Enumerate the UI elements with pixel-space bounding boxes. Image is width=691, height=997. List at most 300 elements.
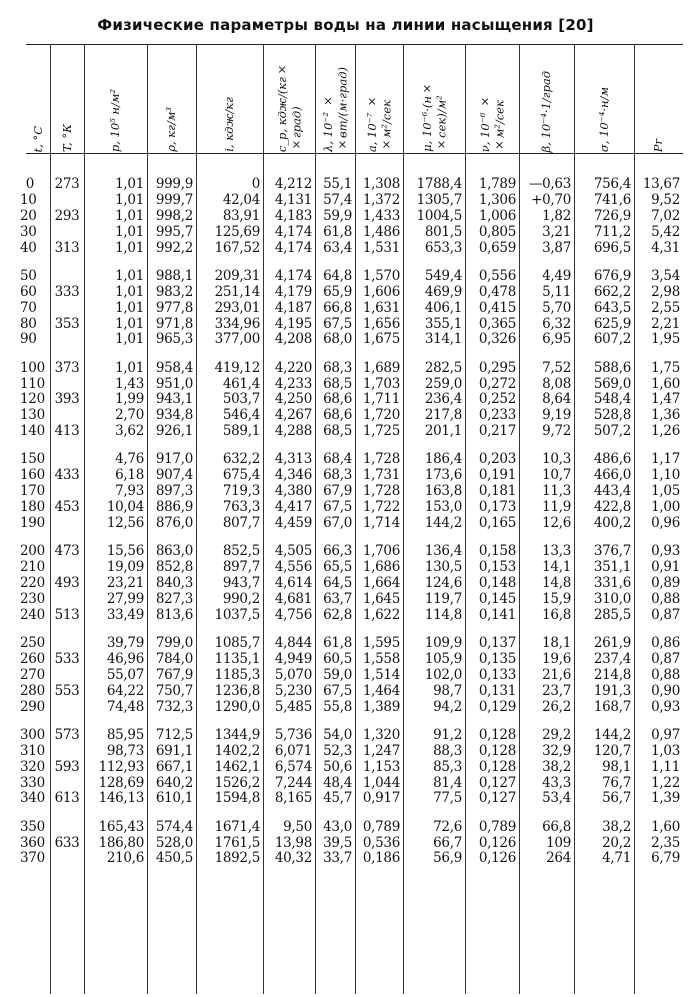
table-cell xyxy=(50,377,84,392)
table-cell: 1,01 xyxy=(115,331,144,348)
table-cell: 3,62 xyxy=(115,423,144,440)
table-cell: 105,9 xyxy=(424,650,462,667)
table-cell: 39,79 xyxy=(106,635,144,651)
table-cell: 493 xyxy=(54,575,80,591)
table-cell: 4,681 xyxy=(274,590,312,607)
table-cell: 310,0 xyxy=(593,590,631,607)
table-cell: +0,70 xyxy=(531,191,571,208)
table-cell: 1,789 xyxy=(478,176,516,192)
table-cell: 19,6 xyxy=(542,650,571,667)
table-cell: 0,135 xyxy=(478,650,516,667)
column-header xyxy=(84,50,147,152)
table-cell: 1,731 xyxy=(362,467,400,484)
table-cell: 48,4 xyxy=(323,774,352,791)
table-cell: 0,659 xyxy=(478,239,516,256)
column-header-label: Pr xyxy=(651,138,666,152)
table-cell: 13,3 xyxy=(542,543,571,560)
table-cell: 840,3 xyxy=(155,575,193,591)
table-cell: 6,32 xyxy=(542,315,571,332)
table-cell: 0,90 xyxy=(651,682,680,699)
table-cell: 0,91 xyxy=(651,559,680,576)
table-cell: —0,63 xyxy=(528,176,571,192)
table-cell: 0,365 xyxy=(478,315,516,332)
table-cell: 68,4 xyxy=(323,451,352,468)
table-cell: 68,5 xyxy=(323,375,352,392)
table-cell: 6,18 xyxy=(115,467,144,484)
table-cell: 180 xyxy=(20,499,45,516)
table-cell: 0,93 xyxy=(651,698,680,715)
table-cell: 6,574 xyxy=(274,758,312,775)
table-cell: 1,01 xyxy=(115,267,144,284)
table-cell xyxy=(50,269,84,284)
table-cell: 3,21 xyxy=(542,223,571,240)
table-cell: 168,7 xyxy=(593,698,631,715)
table-cell: 23,21 xyxy=(106,575,144,591)
table-cell: 64,22 xyxy=(106,682,144,699)
table-cell: 0,131 xyxy=(478,682,516,699)
table-cell: 91,2 xyxy=(433,726,462,743)
table-cell: 40 xyxy=(20,239,37,256)
table-cell: 50,6 xyxy=(323,758,352,775)
table-cell: 5,42 xyxy=(651,223,680,240)
column-header xyxy=(519,50,574,152)
table-cell: 38,2 xyxy=(602,818,631,835)
table-cell: 191,3 xyxy=(593,682,631,699)
table-cell: 150 xyxy=(20,451,45,468)
table-cell: 886,9 xyxy=(155,499,193,516)
table-cell: 5,485 xyxy=(274,698,312,715)
table-cell: 1,01 xyxy=(115,239,144,256)
table-cell: 236,4 xyxy=(424,391,462,408)
table-cell: 98,73 xyxy=(106,742,144,759)
table-cell: 653,3 xyxy=(424,239,462,256)
column-header xyxy=(196,50,263,152)
table-cell: 732,3 xyxy=(155,698,193,715)
table-cell: 170 xyxy=(20,483,45,500)
table-cell: 85,3 xyxy=(433,758,462,775)
table-cell: 110 xyxy=(20,375,45,392)
table-cell xyxy=(50,668,84,683)
table-cell: 46,96 xyxy=(106,650,144,667)
table-cell: 406,1 xyxy=(424,299,462,316)
table-cell: 0,93 xyxy=(651,543,680,560)
table-cell: 1,711 xyxy=(362,391,400,408)
table-cell: 112,93 xyxy=(98,758,144,775)
table-cell: 0,133 xyxy=(478,666,516,683)
column-header xyxy=(403,50,465,152)
table-cell: 261,9 xyxy=(593,635,631,651)
table-cell: 320 xyxy=(20,758,45,775)
table-cell: 750,7 xyxy=(155,682,193,699)
table-cell: 65,5 xyxy=(323,559,352,576)
table-cell: 1,60 xyxy=(651,375,680,392)
table-cell: 1,622 xyxy=(362,606,400,623)
table-cell: 98,7 xyxy=(433,682,462,699)
table-cell: 593 xyxy=(54,758,80,775)
table-cell xyxy=(50,408,84,423)
table-cell: 0,129 xyxy=(478,698,516,715)
table-cell: 200 xyxy=(20,543,45,560)
table-cell: 422,8 xyxy=(593,499,631,516)
table-cell: 1185,3 xyxy=(214,666,260,683)
table-cell: 0,145 xyxy=(478,590,516,607)
table-cell: 675,4 xyxy=(222,467,260,484)
table-cell: 77,5 xyxy=(433,790,462,807)
table-cell: 4,556 xyxy=(274,559,312,576)
table-cell: 4,844 xyxy=(274,635,312,651)
table-cell: 799,0 xyxy=(155,635,193,651)
table-cell: 863,0 xyxy=(155,543,193,560)
table-cell: 29,2 xyxy=(542,726,571,743)
table-cell: 433 xyxy=(54,467,80,484)
table-cell: 144,2 xyxy=(593,726,631,743)
table-title: Физические параметры воды на линии насыщения [20] xyxy=(97,16,594,34)
column-header-label: c_p, кдж/(кг× ×град) xyxy=(274,62,303,152)
table-cell: 85,95 xyxy=(106,726,144,743)
table-cell: 1,308 xyxy=(362,176,400,192)
table-cell: 513 xyxy=(54,606,80,623)
table-cell: 413 xyxy=(54,423,80,440)
table-cell: 43,3 xyxy=(542,774,571,791)
table-cell: 68,3 xyxy=(323,467,352,484)
table-cell: 5,11 xyxy=(542,283,571,300)
table-cell: 0,153 xyxy=(478,559,516,576)
table-cell: 74,48 xyxy=(106,698,144,715)
table-cell: 1,389 xyxy=(362,698,400,715)
table-cell: 130,5 xyxy=(424,559,462,576)
table-cell: 0,128 xyxy=(478,726,516,743)
table-cell: 943,7 xyxy=(222,575,260,591)
table-cell: 33,7 xyxy=(323,850,352,867)
table-cell: 801,5 xyxy=(424,223,462,240)
table-cell: 450,5 xyxy=(155,850,193,867)
table-cell: 1,645 xyxy=(362,590,400,607)
table-cell: 1,22 xyxy=(651,774,680,791)
table-cell: 4,195 xyxy=(274,315,312,332)
table-cell: 1,247 xyxy=(362,742,400,759)
table-cell: 1037,5 xyxy=(214,606,260,623)
table-cell: 1,99 xyxy=(115,391,144,408)
table-cell: 15,9 xyxy=(542,590,571,607)
table-cell: 60 xyxy=(20,283,37,300)
table-cell: 360 xyxy=(20,834,45,851)
table-cell: 0,536 xyxy=(362,834,400,851)
table-cell: 767,9 xyxy=(155,666,193,683)
table-cell: 20 xyxy=(20,207,37,224)
table-cell: 62,8 xyxy=(323,606,352,623)
table-cell: 237,4 xyxy=(593,650,631,667)
table-cell: 2,21 xyxy=(651,315,680,332)
table-cell: 0,141 xyxy=(478,606,516,623)
table-cell: 165,43 xyxy=(98,818,144,835)
table-cell xyxy=(50,225,84,240)
table-cell: 1,006 xyxy=(478,207,516,224)
table-cell xyxy=(50,700,84,715)
table-cell: 100 xyxy=(20,359,45,376)
table-cell: 4,174 xyxy=(274,267,312,284)
table-cell: 8,165 xyxy=(274,790,312,807)
table-cell xyxy=(50,193,84,208)
table-cell: 27,99 xyxy=(106,590,144,607)
table-cell: 1594,8 xyxy=(214,790,260,807)
table-cell: 12,56 xyxy=(106,515,144,531)
table-cell: 314,1 xyxy=(424,331,462,348)
table-cell: 4,380 xyxy=(274,483,312,500)
table-cell: 719,3 xyxy=(222,483,260,500)
table-cell: 6,071 xyxy=(274,742,312,759)
table-cell: 370 xyxy=(20,850,45,867)
table-cell: 355,1 xyxy=(424,315,462,332)
table-cell: 1,631 xyxy=(362,299,400,316)
table-cell: 10,3 xyxy=(542,451,571,468)
table-cell: 917,0 xyxy=(155,451,193,468)
table-cell xyxy=(50,820,84,835)
column-header xyxy=(574,50,634,152)
table-cell: 63,7 xyxy=(323,590,352,607)
table-cell: 4,267 xyxy=(274,407,312,424)
table-cell: 4,179 xyxy=(274,283,312,300)
table-cell: 4,756 xyxy=(274,606,312,623)
table-cell: 1,725 xyxy=(362,423,400,440)
table-cell: 42,04 xyxy=(222,191,260,208)
table-cell: 1,595 xyxy=(362,635,400,651)
column-header xyxy=(465,50,519,152)
table-cell: 4,417 xyxy=(274,499,312,516)
table-cell: 813,6 xyxy=(155,606,193,623)
table-cell: 995,7 xyxy=(155,223,193,240)
table-cell: 66,8 xyxy=(323,299,352,316)
table-cell: 313 xyxy=(54,239,80,256)
table-cell: 56,9 xyxy=(433,850,462,867)
table-cell: 4,614 xyxy=(274,575,312,591)
table-cell: 640,2 xyxy=(155,774,193,791)
table-cell: 1761,5 xyxy=(214,834,260,851)
table-cell: 57,4 xyxy=(323,191,352,208)
table-cell: 1,01 xyxy=(115,359,144,376)
table-cell: 0,556 xyxy=(478,267,516,284)
table-cell: 20,2 xyxy=(602,834,631,851)
table-cell: 0,181 xyxy=(478,483,516,500)
table-cell: 1,728 xyxy=(362,451,400,468)
table-cell: 280 xyxy=(20,682,45,699)
table-cell: 210 xyxy=(20,559,45,576)
table-cell: 190 xyxy=(20,515,45,531)
table-cell: 1,153 xyxy=(362,758,400,775)
table-cell: 1526,2 xyxy=(214,774,260,791)
table-cell: 741,6 xyxy=(593,191,631,208)
table-cell: 0,789 xyxy=(478,818,516,835)
table-cell: 1,01 xyxy=(115,176,144,192)
table-cell: 331,6 xyxy=(593,575,631,591)
table-cell: 897,7 xyxy=(222,559,260,576)
table-cell: 70 xyxy=(20,299,37,316)
table-cell: 7,244 xyxy=(274,774,312,791)
table-cell: 473 xyxy=(54,543,80,560)
table-cell: 469,9 xyxy=(424,283,462,300)
column-header xyxy=(50,50,84,152)
table-cell: 934,8 xyxy=(155,407,193,424)
table-cell: 109,9 xyxy=(424,635,462,651)
table-cell: 1,486 xyxy=(362,223,400,240)
table-cell: 350 xyxy=(20,818,45,835)
table-cell: 1,664 xyxy=(362,575,400,591)
table-cell: 0,805 xyxy=(478,223,516,240)
table-cell: 2,55 xyxy=(651,299,680,316)
table-cell: 330 xyxy=(20,774,45,791)
table-cell: 285,5 xyxy=(593,606,631,623)
column-header xyxy=(147,50,196,152)
table-cell: 144,2 xyxy=(424,515,462,531)
table-cell: 186,4 xyxy=(424,451,462,468)
table-cell xyxy=(50,636,84,651)
table-cell: 61,8 xyxy=(323,635,352,651)
table-cell: 251,14 xyxy=(214,283,260,300)
table-cell: 607,2 xyxy=(593,331,631,348)
table-cell: 897,3 xyxy=(155,483,193,500)
table-cell: 926,1 xyxy=(155,423,193,440)
table-cell: 0,233 xyxy=(478,407,516,424)
table-cell: 0,478 xyxy=(478,283,516,300)
table-cell: 1,47 xyxy=(651,391,680,408)
table-cell: 784,0 xyxy=(155,650,193,667)
table-cell: 1,00 xyxy=(651,499,680,516)
table-cell: 1,26 xyxy=(651,423,680,440)
table-cell: 0,128 xyxy=(478,742,516,759)
table-cell: 0,252 xyxy=(478,391,516,408)
table-cell: 7,93 xyxy=(115,483,144,500)
column-header xyxy=(263,50,315,152)
table-cell: 0,86 xyxy=(651,635,680,651)
table-cell: 38,2 xyxy=(542,758,571,775)
table-cell: 588,6 xyxy=(593,359,631,376)
table-cell: 1,720 xyxy=(362,407,400,424)
table-cell: 163,8 xyxy=(424,483,462,500)
table-cell: 64,5 xyxy=(323,575,352,591)
table-cell: 88,3 xyxy=(433,742,462,759)
table-cell: 120,7 xyxy=(593,742,631,759)
table-cell: 1,514 xyxy=(362,666,400,683)
table-cell: 400,2 xyxy=(593,515,631,531)
table-cell: 6,79 xyxy=(651,850,680,867)
table-cell: 827,3 xyxy=(155,590,193,607)
table-cell: 64,8 xyxy=(323,267,352,284)
table-cell: 4,459 xyxy=(274,515,312,531)
table-cell: 625,9 xyxy=(593,315,631,332)
table-cell: 128,69 xyxy=(98,774,144,791)
table-cell: 4,76 xyxy=(115,451,144,468)
table-cell: 943,1 xyxy=(155,391,193,408)
table-cell xyxy=(50,332,84,347)
table-cell: 15,56 xyxy=(106,543,144,560)
table-cell: 109 xyxy=(546,834,571,851)
table-cell: 461,4 xyxy=(222,375,260,392)
table-cell: 852,8 xyxy=(155,559,193,576)
table-cell: 1892,5 xyxy=(214,850,260,867)
table-cell xyxy=(50,851,84,866)
table-cell: 1,433 xyxy=(362,207,400,224)
column-header-label: ν, 10⁻⁶ × ×м²/сек xyxy=(477,94,506,152)
table-cell xyxy=(50,560,84,575)
table-cell: 0,217 xyxy=(478,423,516,440)
table-cell: 696,5 xyxy=(593,239,631,256)
table-cell: 2,35 xyxy=(651,834,680,851)
table-cell: 1,11 xyxy=(651,758,680,775)
table-cell: 1,722 xyxy=(362,499,400,516)
table-cell: 273 xyxy=(54,176,80,192)
table-cell: 4,187 xyxy=(274,299,312,316)
table-cell: 4,250 xyxy=(274,391,312,408)
table-cell: 1,60 xyxy=(651,818,680,835)
table-cell: 990,2 xyxy=(222,590,260,607)
table-cell: 56,7 xyxy=(602,790,631,807)
table-cell: 214,8 xyxy=(593,666,631,683)
table-cell: 876,0 xyxy=(155,515,193,531)
table-cell: 81,4 xyxy=(433,774,462,791)
column-header xyxy=(634,50,683,152)
table-cell: 4,949 xyxy=(274,650,312,667)
table-cell: 270 xyxy=(20,666,45,683)
table-cell: 1290,0 xyxy=(214,698,260,715)
column-header-label: σ, 10⁻⁴·н/м xyxy=(596,86,611,152)
table-cell: 0,191 xyxy=(478,467,516,484)
table-cell: 4,313 xyxy=(274,451,312,468)
table-cell: 160 xyxy=(20,467,45,484)
table-cell: 90 xyxy=(20,331,37,348)
table-cell: 230 xyxy=(20,590,45,607)
table-cell: 4,220 xyxy=(274,359,312,376)
table-cell: 10,04 xyxy=(106,499,144,516)
table-cell: 33,49 xyxy=(106,606,144,623)
table-cell: 340 xyxy=(20,790,45,807)
table-cell: 1,044 xyxy=(362,774,400,791)
table-cell: 167,52 xyxy=(214,239,260,256)
table-cell: 1,05 xyxy=(651,483,680,500)
column-header-label: t, °С xyxy=(30,125,45,152)
table-cell: 66,3 xyxy=(323,543,352,560)
table-cell: 9,19 xyxy=(542,407,571,424)
table-cell: 5,70 xyxy=(542,299,571,316)
table-cell: 293,01 xyxy=(214,299,260,316)
table-cell: 1,01 xyxy=(115,283,144,300)
table-cell: 21,6 xyxy=(542,666,571,683)
table-cell: 10,7 xyxy=(542,467,571,484)
table-cell: 4,346 xyxy=(274,467,312,484)
table-cell: 1,36 xyxy=(651,407,680,424)
table-cell xyxy=(50,776,84,791)
table-cell: 45,7 xyxy=(323,790,352,807)
table-cell: 0,137 xyxy=(478,635,516,651)
table-cell: 12,6 xyxy=(542,515,571,531)
table-cell: 977,8 xyxy=(155,299,193,316)
table-cell: 9,50 xyxy=(283,818,312,835)
table-cell: 1,570 xyxy=(362,267,400,284)
table-cell: 1,656 xyxy=(362,315,400,332)
table-cell: 4,505 xyxy=(274,543,312,560)
table-cell: 19,09 xyxy=(106,559,144,576)
table-cell: 4,183 xyxy=(274,207,312,224)
table-cell: 4,212 xyxy=(274,176,312,192)
table-cell xyxy=(50,452,84,467)
table-cell: 0,148 xyxy=(478,575,516,591)
table-cell: 1,10 xyxy=(651,467,680,484)
table-cell: 1,558 xyxy=(362,650,400,667)
table-cell: 1344,9 xyxy=(214,726,260,743)
table-cell: 186,80 xyxy=(98,834,144,851)
column-header-label: T, °К xyxy=(59,124,74,152)
table-cell: 1,39 xyxy=(651,790,680,807)
table-cell: 1,01 xyxy=(115,299,144,316)
table-cell: 83,91 xyxy=(222,207,260,224)
